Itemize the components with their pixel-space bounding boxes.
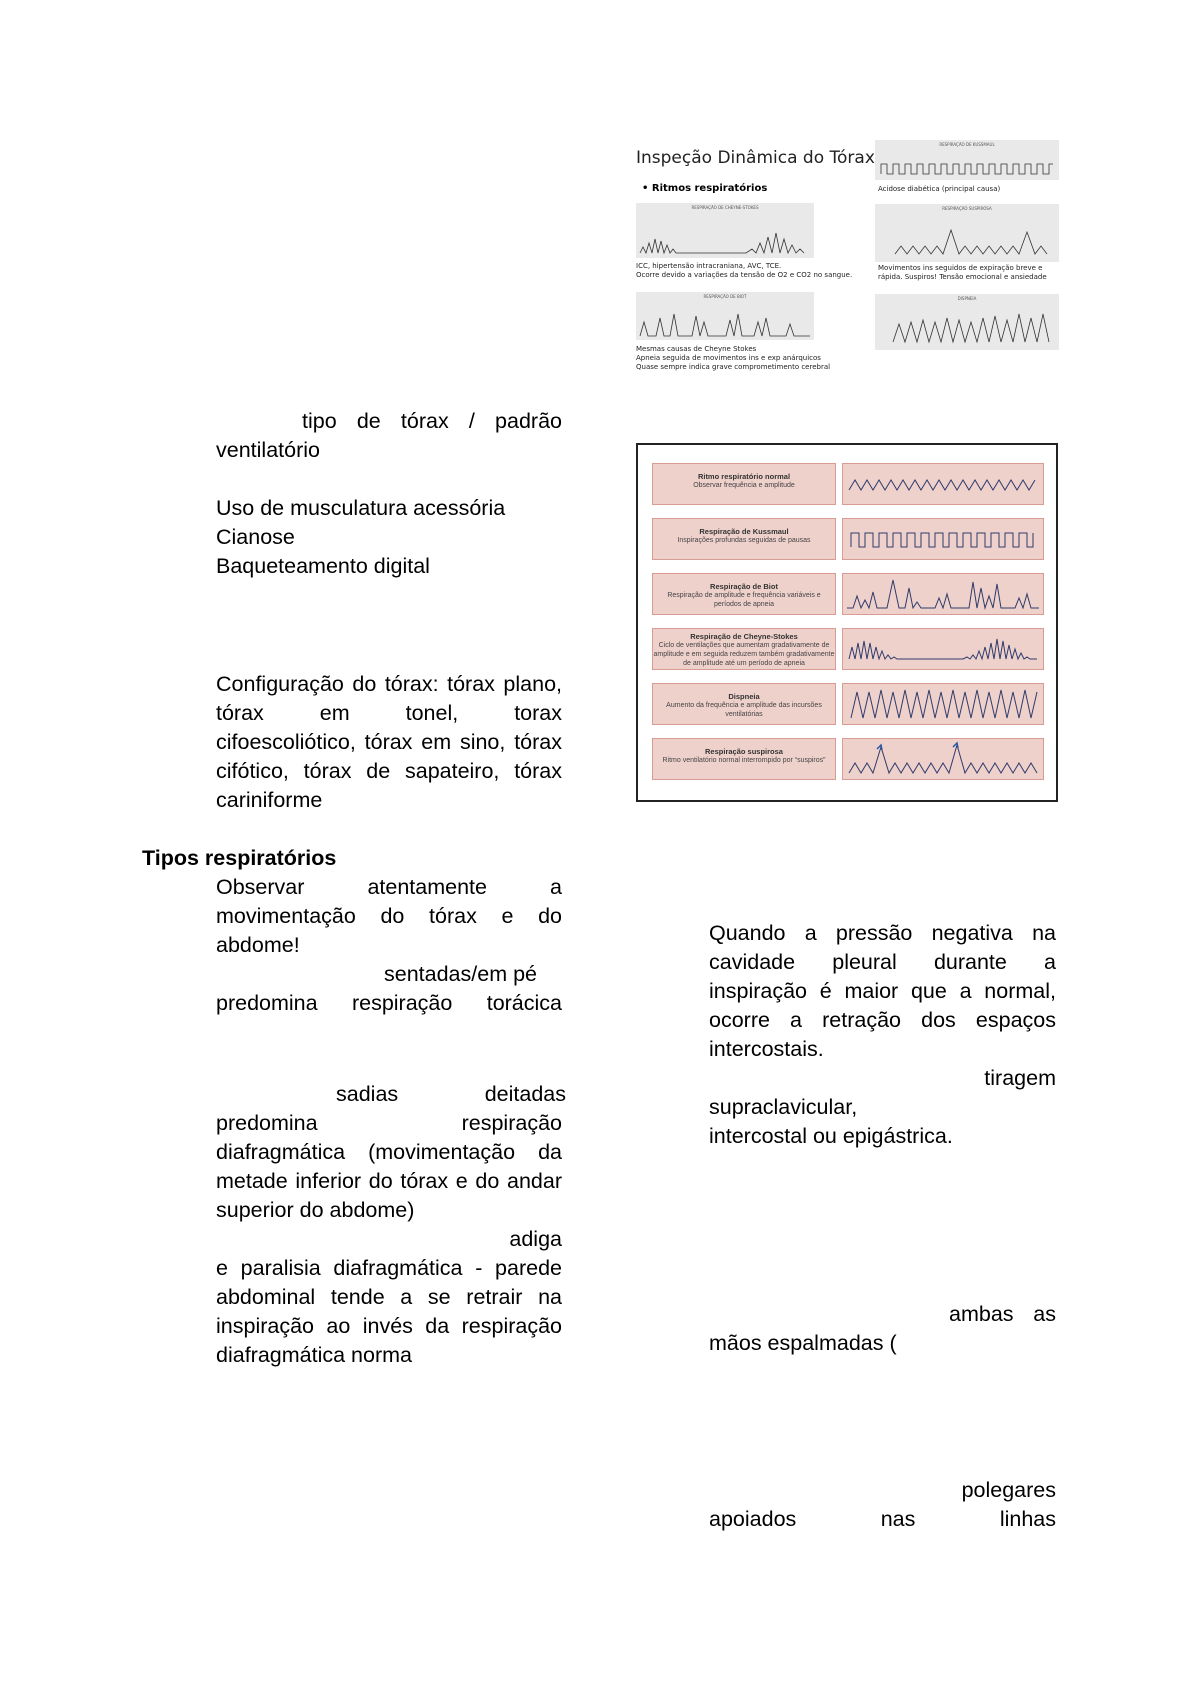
- pattern-wave-suspirosa: [842, 738, 1044, 780]
- pattern-label-kussmaul: Respiração de Kussmaul Inspirações profundas seguidas de pausas: [652, 518, 836, 560]
- paragraph-configuracao-torax: Configuração do tórax: tórax plano, tórax em tonel, torax cifoescoliótico, tórax em sino, tórax cifótico, tórax de sapateiro, tórax cariniforme: [216, 672, 562, 812]
- thumb-cheyne-stokes: RESPIRAÇÃO DE CHEYNE-STOKES: [636, 203, 814, 258]
- pattern-label-biot: Respiração de Biot Respiração de amplitude e frequência variáveis e períodos de apneia: [652, 573, 836, 615]
- slide-bullet: • Ritmos respiratórios: [642, 183, 768, 194]
- paragraph-maos-espalmadas: ambas as mãos espalmadas (: [709, 1302, 1056, 1355]
- pattern-wave-dispneia: [842, 683, 1044, 725]
- thumb-dispneia: DISPNEIA: [875, 294, 1059, 350]
- paragraph-deitadas: sadias deitadas predomina respiração diafragmática (movimentação da metade inferior do tórax e do andar superior do abdome) adiga e paralisia diafragmática - parede abdominal tende a se retrair na inspiração ao invés da respiração diafragmática norma: [216, 1082, 566, 1367]
- paragraph-polegares: polegares apoiados nas linhas: [709, 1478, 1056, 1531]
- thumb-biot-wave: [636, 292, 814, 340]
- thumb-suspirosa-wave: [875, 204, 1059, 262]
- slide-title: Inspeção Dinâmica do Tórax: [636, 148, 875, 168]
- pattern-label-suspirosa: Respiração suspirosa Ritmo ventilatório normal interrompido por “suspiros”: [652, 738, 836, 780]
- paragraph-tipo-torax: tipo de tórax / padrão ventilatório: [216, 409, 562, 462]
- pattern-wave-cheyne-stokes: [842, 628, 1044, 670]
- pattern-label-cheyne-stokes: Respiração de Cheyne-Stokes Ciclo de ventilações que aumentam gradativamente de amplitude e em seguida reduzem também gradativamente de amplitude até um período de apneia: [652, 628, 836, 670]
- pattern-wave-kussmaul: [842, 518, 1044, 560]
- pattern-label-normal: Ritmo respiratório normal Observar frequência e amplitude: [652, 463, 836, 505]
- thumb-dispneia-wave: [875, 294, 1059, 350]
- thumb-biot: RESPIRAÇÃO DE BIOT: [636, 292, 814, 340]
- pattern-wave-normal: [842, 463, 1044, 505]
- thumb-suspirosa: RESPIRAÇÃO SUSPIROSA: [875, 204, 1059, 262]
- paragraph-sinais: Uso de musculatura acessória Cianose Baqueteamento digital: [216, 496, 506, 578]
- paragraph-tiragem: Quando a pressão negativa na cavidade pleural durante a inspiração é maior que a normal, ocorre a retração dos espaços intercostais. tiragem supraclavicular, intercostal ou epigástrica.: [709, 921, 1056, 1148]
- thumb-kussmaul: RESPIRAÇÃO DE KUSSMAUL: [875, 140, 1059, 180]
- paragraph-observar: Observar atentamente a movimentação do tórax e do abdome! sentadas/em pé predomina respiração torácica: [216, 875, 562, 1015]
- slide-image-ritmos: Inspeção Dinâmica do Tórax • Ritmos respiratórios RESPIRAÇÃO DE CHEYNE-STOKES ICC, hipertensão intracraniana, AVC, TCE. Ocorre devido a variações da tensão de O2 e CO2 no sangue. RESPIRAÇÃO DE BIOT Mesmas causas de Cheyne Stokes Apneia seguida de movimentos ins e exp anárquicos Quase sempre indica grave comprometimento cerebral RESPIRAÇÃO DE KUSSMAUL Acidose diabética (principal causa) RESPIRAÇÃO SUSPIROSA Movimentos ins seguidos de expiração breve e rápida. Suspiros! Tensão emocional e ansiedade DISPNEIA: [632, 140, 1062, 380]
- section-heading-tipos-respiratorios: Tipos respiratórios: [142, 846, 337, 870]
- pattern-label-dispneia: Dispneia Aumento da frequência e amplitude das incursões ventilatórias: [652, 683, 836, 725]
- breathing-patterns-diagram: [636, 443, 1058, 802]
- pattern-wave-biot: [842, 573, 1044, 615]
- thumb-cheyne-wave: [636, 203, 814, 258]
